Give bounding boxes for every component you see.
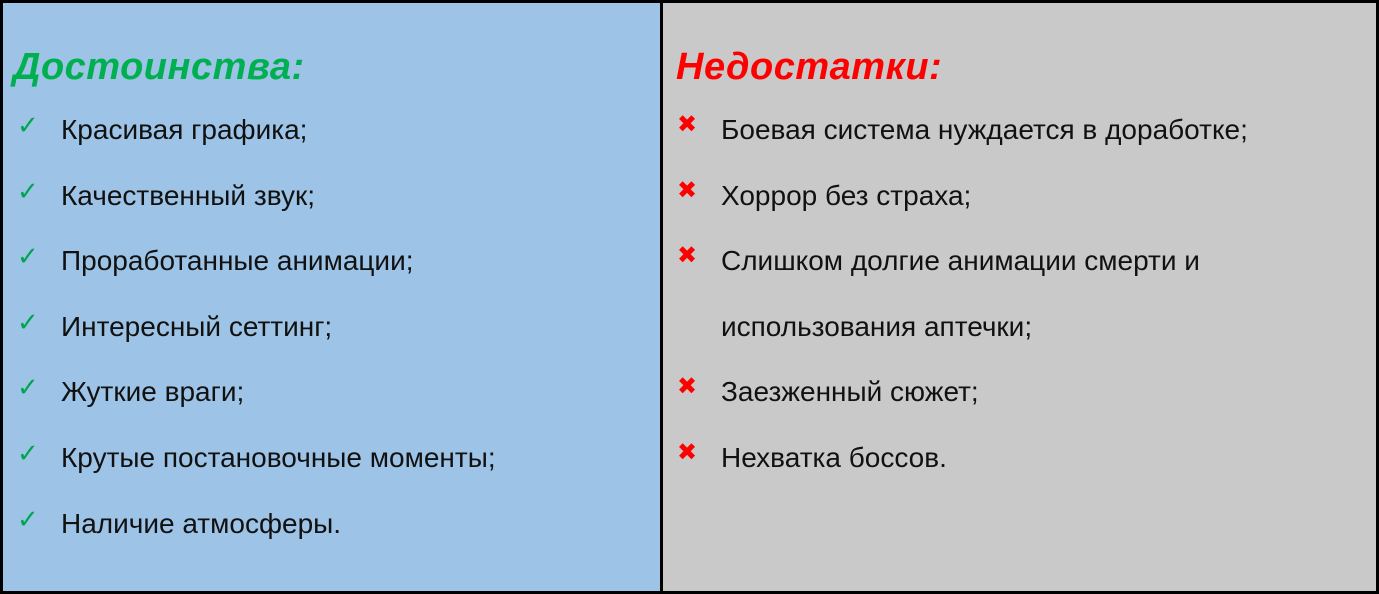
pros-item-text: Интересный сеттинг; [61, 310, 333, 342]
check-icon: ✓ [17, 503, 39, 534]
cons-heading: Недостатки: [676, 46, 943, 88]
cross-icon: ✖ [677, 111, 698, 138]
pros-item-text: Наличие атмосферы. [61, 507, 342, 539]
pros-item [17, 491, 496, 557]
cross-icon: ✖ [677, 176, 698, 204]
cons-item [677, 228, 1321, 359]
pros-item-text: Красивая графика; [61, 114, 308, 145]
cons-item [677, 163, 1321, 229]
pros-item [17, 359, 496, 425]
pros-item [17, 228, 496, 294]
cross-icon: ✖ [677, 242, 698, 270]
cons-item-text: Боевая система нуждается в доработке; [721, 114, 1248, 145]
cons-item [677, 97, 1321, 163]
cons-item [677, 359, 1321, 425]
pros-item-text: Крутые постановочные моменты; [61, 441, 496, 473]
check-icon: ✓ [17, 372, 39, 403]
pros-item-text: Качественный звук; [61, 179, 315, 211]
cons-item-text: Слишком долгие анимации смерти и использования аптечки; [721, 245, 1200, 342]
check-icon: ✓ [17, 241, 39, 272]
cons-item-text: Хоррор без страха; [721, 179, 972, 211]
pros-list [17, 97, 496, 556]
check-icon: ✓ [17, 175, 39, 206]
cons-item-text: Нехватка боссов. [721, 441, 947, 473]
cons-list [677, 97, 1321, 491]
check-icon: ✓ [17, 306, 39, 337]
pros-heading: Достоинства: [13, 46, 305, 88]
pros-item [17, 294, 496, 360]
pros-item-text: Жуткие враги; [61, 376, 245, 408]
cons-column [663, 3, 1376, 591]
pros-item [17, 163, 496, 229]
cons-item-text: Заезженный сюжет; [721, 376, 979, 408]
cons-item [677, 425, 1321, 491]
pros-item-text: Проработанные анимации; [61, 245, 414, 277]
pros-item [17, 425, 496, 491]
cross-icon: ✖ [677, 373, 698, 401]
check-icon: ✓ [17, 437, 39, 468]
pros-column [3, 3, 663, 591]
cross-icon: ✖ [677, 438, 698, 466]
check-icon: ✓ [17, 110, 39, 140]
pros-item [17, 97, 496, 163]
